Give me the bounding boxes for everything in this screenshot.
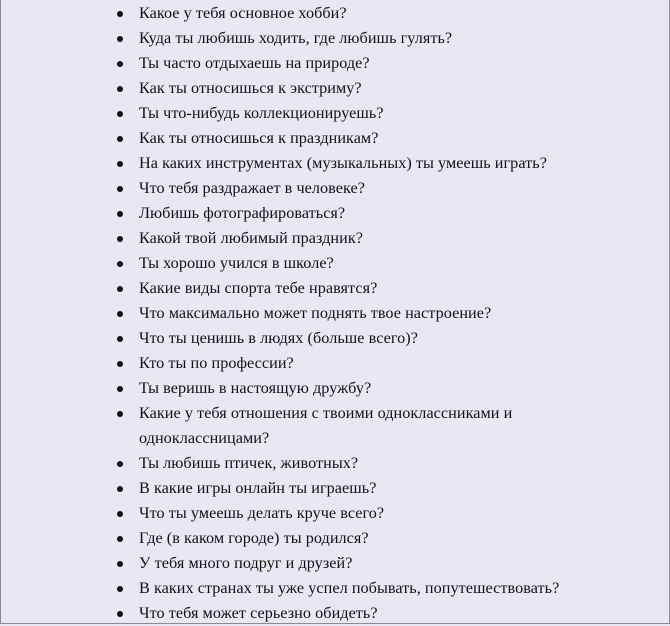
question-list [0, 1, 569, 626]
bullet-icon [117, 361, 123, 367]
list-item [0, 326, 569, 351]
question-text: Что тебя может серьезно обидеть? [139, 604, 378, 622]
bullet-icon [117, 286, 123, 292]
bullet-icon [117, 236, 123, 242]
question-text: Любишь фотографироваться? [139, 204, 346, 222]
list-item [0, 151, 569, 176]
list-item [0, 501, 569, 526]
question-text: Какой твой любимый праздник? [139, 229, 363, 247]
bullet-icon [117, 136, 123, 142]
list-item [0, 401, 569, 451]
bullet-icon [117, 111, 123, 117]
list-item [0, 26, 569, 51]
list-item [0, 526, 569, 551]
list-item [0, 101, 569, 126]
question-text: Ты часто отдыхаешь на природе? [139, 54, 370, 72]
list-item [0, 251, 569, 276]
question-text: Что ты ценишь в людях (больше всего)? [139, 329, 418, 347]
list-item [0, 1, 569, 26]
question-text: Где (в каком городе) ты родился? [139, 529, 369, 547]
bullet-icon [117, 186, 123, 192]
question-text: В каких странах ты уже успел побывать, попутешествовать? [139, 579, 560, 597]
question-text: Как ты относишься к праздникам? [139, 129, 379, 147]
list-item [0, 551, 569, 576]
question-text: У тебя много подруг и друзей? [139, 554, 353, 572]
question-text: Ты хорошо учился в школе? [139, 254, 334, 272]
question-text: Ты любишь птичек, животных? [139, 454, 359, 472]
question-text: Кто ты по профессии? [139, 354, 294, 372]
bullet-icon [117, 386, 123, 392]
question-text: Куда ты любишь ходить, где любишь гулять? [139, 29, 453, 47]
list-item [0, 601, 569, 626]
list-item [0, 301, 569, 326]
bullet-icon [117, 586, 123, 592]
list-item [0, 201, 569, 226]
bullet-icon [117, 311, 123, 317]
bullet-icon [117, 36, 123, 42]
bullet-icon [117, 561, 123, 567]
list-item [0, 276, 569, 301]
list-item [0, 176, 569, 201]
list-item [0, 226, 569, 251]
question-text: Ты веришь в настоящую дружбу? [139, 379, 372, 397]
list-item [0, 51, 569, 76]
bullet-icon [117, 611, 123, 617]
list-item [0, 476, 569, 501]
list-item [0, 351, 569, 376]
list-item [0, 376, 569, 401]
bullet-icon [117, 86, 123, 92]
list-item [0, 126, 569, 151]
question-text: Что ты умеешь делать круче всего? [139, 504, 385, 522]
question-text: Ты что-нибудь коллекционируешь? [139, 104, 384, 122]
bullet-icon [117, 61, 123, 67]
question-text: Какие виды спорта тебе нравятся? [139, 279, 378, 297]
bullet-icon [117, 511, 123, 517]
question-text: Как ты относишься к экстриму? [139, 79, 362, 97]
bullet-icon [117, 161, 123, 167]
question-text: На каких инструментах (музыкальных) ты умеешь играть? [139, 154, 547, 172]
question-text: Что тебя раздражает в человеке? [139, 179, 365, 197]
list-item [0, 576, 569, 601]
bullet-icon [117, 211, 123, 217]
question-text: Какие у тебя отношения с твоими одноклассниками и одноклассницами? [139, 404, 513, 447]
list-item [0, 76, 569, 101]
bullet-icon [117, 486, 123, 492]
bullet-icon [117, 336, 123, 342]
question-text: В какие игры онлайн ты играешь? [139, 479, 377, 497]
bullet-icon [117, 461, 123, 467]
question-text: Какое у тебя основное хобби? [139, 4, 347, 22]
bullet-icon [117, 411, 123, 417]
list-item [0, 451, 569, 476]
bullet-icon [117, 11, 123, 17]
bullet-icon [117, 261, 123, 267]
bullet-icon [117, 536, 123, 542]
question-text: Что максимально может поднять твое настроение? [139, 304, 492, 322]
